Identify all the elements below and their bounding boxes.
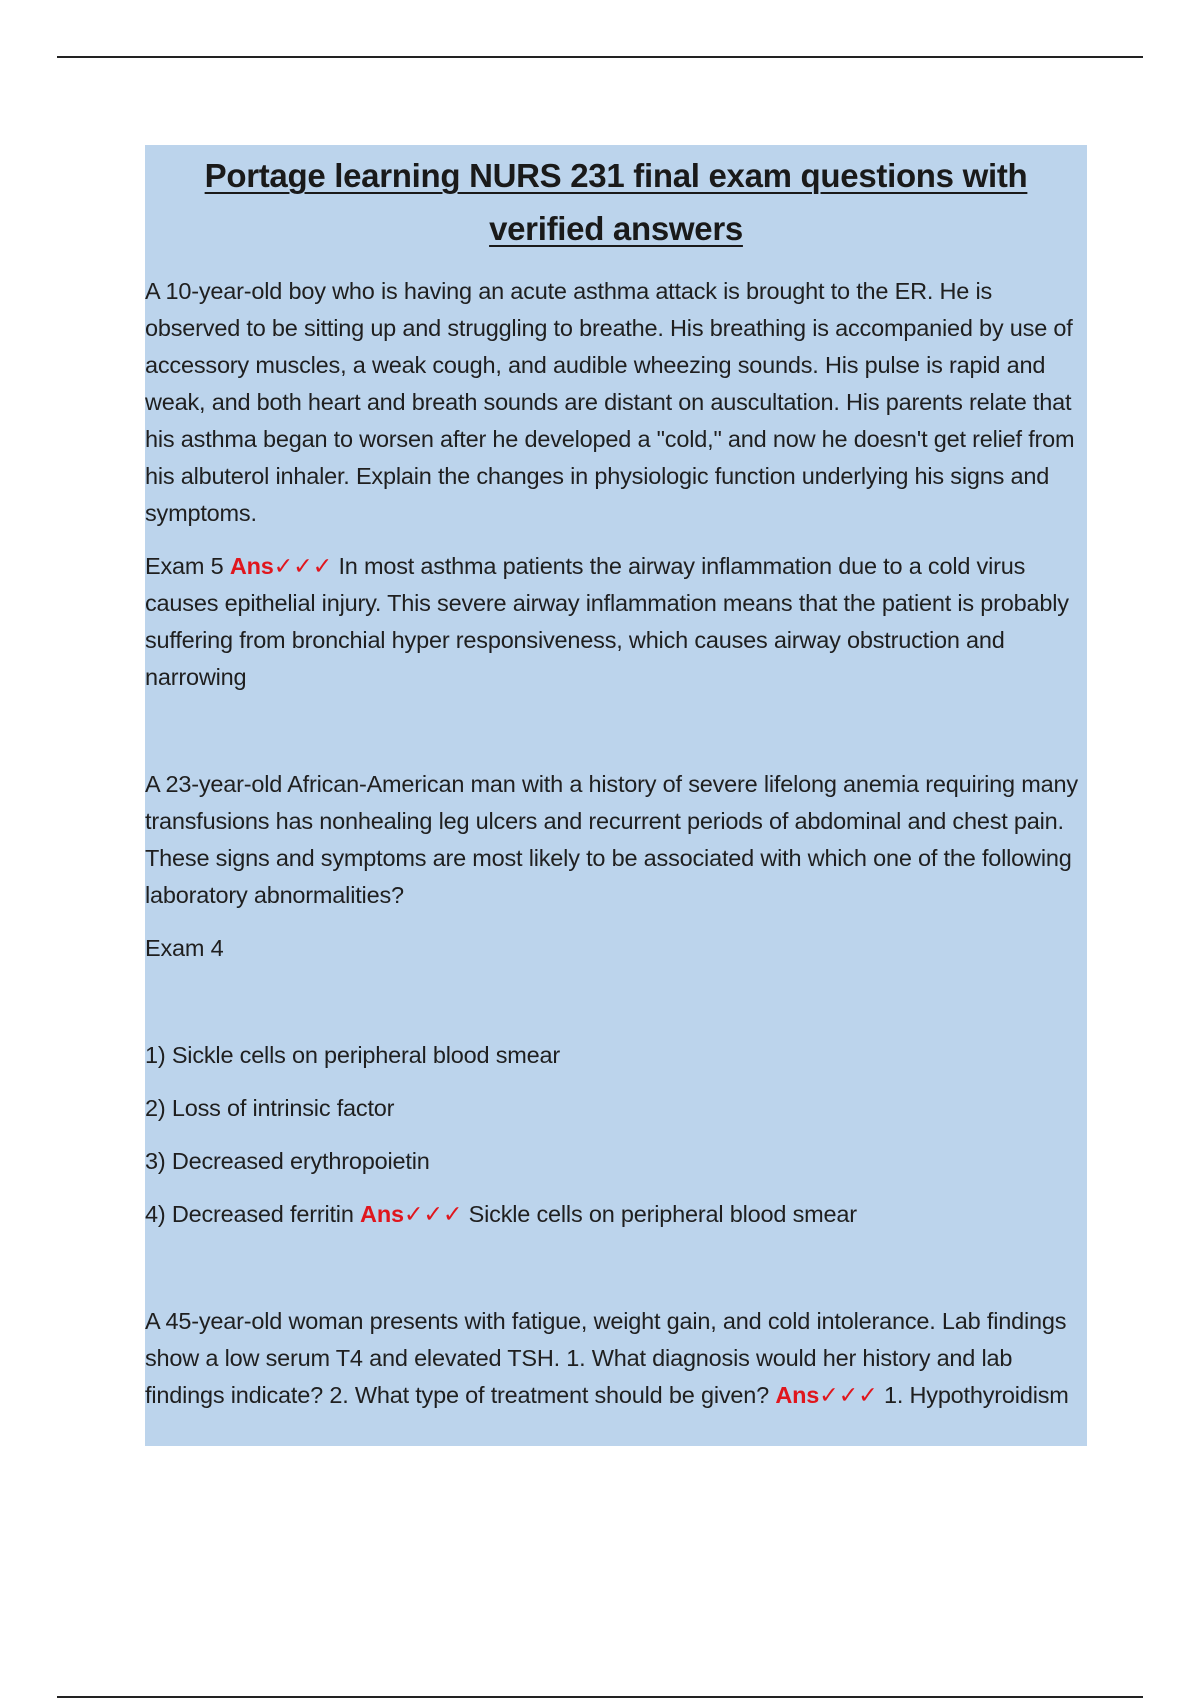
ans-label: Ans [775,1382,820,1408]
document-title [145,149,1087,255]
option-4-text: 4) Decreased ferritin [145,1201,354,1227]
option-1: 1) Sickle cells on peripheral blood smear [145,1042,561,1068]
option-2: 2) Loss of intrinsic factor [145,1095,395,1121]
question-1-text: A 10-year-old boy who is having an acute asthma attack is brought to the ER. He is observed to be sitting up and struggling to breathe. His breathing is accompanied by use of accessory muscles, a weak cough, and audible wheezing sounds. His pulse is rapid and weak, and both heart and breath sounds are distant on auscultation. His parents relate that his asthma began to worsen after he developed a "cold," and now he doesn't get relief from his albuterol inhaler. Explain the changes in physiologic function underlying his signs and symptoms. [145,278,1075,526]
ans-label: Ans [229,553,274,579]
top-rule [57,56,1143,58]
title-line-2: verified answers [489,210,743,247]
answer-text: In most asthma patients the airway inflammation due to a cold virus causes epithelial injury. This severe airway inflammation means that the patient is probably suffering from bronchial hyper responsiveness, which causes airway obstruction and narrowing [145,553,1069,690]
ans-label: Ans [360,1201,404,1227]
question-1-answer [145,548,1087,696]
answer-text: 1. Hypothyroidism [883,1382,1069,1408]
option-4 [145,1196,1087,1233]
bottom-rule [57,1696,1143,1698]
answer-text: Sickle cells on peripheral blood smear [468,1201,857,1227]
option-3: 3) Decreased erythropoietin [145,1148,430,1174]
document-content [145,145,1087,1446]
title-line-1: Portage learning NURS 231 final exam questions with [204,157,1028,194]
checkmark-icon: ✓✓✓ [273,553,333,579]
question-3 [145,1303,1087,1414]
exam-label: Exam 5 [145,553,224,579]
checkmark-icon: ✓✓✓ [403,1201,463,1227]
exam-label: Exam 4 [145,935,224,961]
checkmark-icon: ✓✓✓ [819,1382,878,1408]
question-3-text: A 45-year-old woman presents with fatigue, weight gain, and cold intolerance. Lab findings show a low serum T4 and elevated TSH. 1. What diagnosis would her history and lab findings indicate? 2. What type of treatment should be given? [145,1308,1067,1408]
question-2-text: A 23-year-old African-American man with a history of severe lifelong anemia requiring many transfusions has nonhealing leg ulcers and recurrent periods of abdominal and chest pain. These signs and symptoms are most likely to be associated with which one of the following laboratory abnormalities? [145,771,1078,908]
